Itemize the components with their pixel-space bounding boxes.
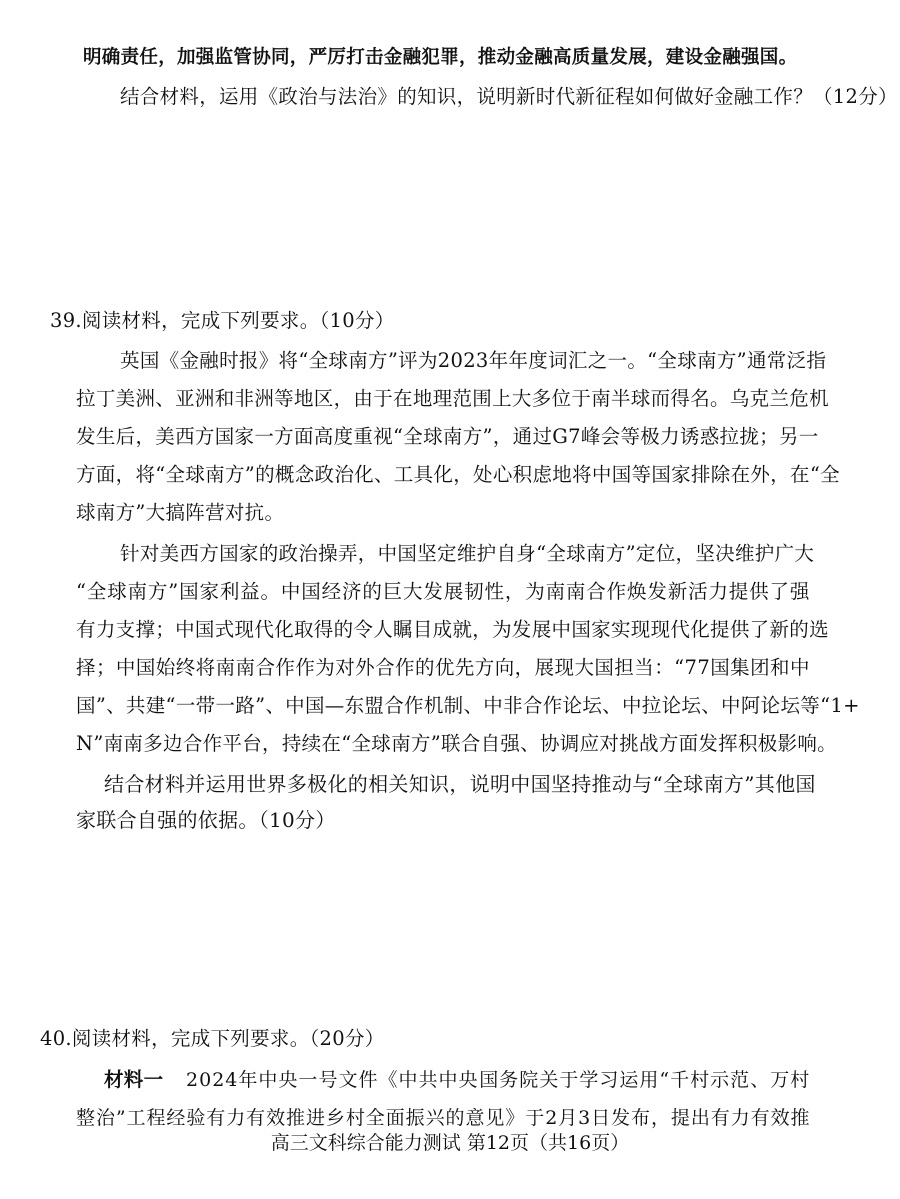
q39-p1-line: 方 面 ， 将 “ 全 球 南 方 ” 的 概 念 政 治 化 、 工 具 化 ， 处 心 积 虑 地 将 中 国 等 国 家 排 除 在 外 ， 在 “ 全 (76, 463, 840, 486)
q40-material-line-1: 2 0 2 4 年 中 央 一 号 文 件 《 中 共 中 央 国 务 院 关 于 学 习 运 用 “ 千 村 示 范 、 万 村 (186, 1069, 810, 1091)
q39-p1-line: 拉 丁 美 洲 、 亚 洲 和 非 洲 等 地 区 ， 由 于 在 地 理 范 围 上 大 多 位 于 南 半 球 而 得 名 。 乌 克 兰 危 机 (76, 387, 829, 410)
q39-p2-line: “ 全 球 南 方 ” 国 家 利 益 。 中 国 经 济 的 巨 大 发 展 韧 性 ， 为 南 南 合 作 焕 发 新 活 力 提 供 了 强 (76, 580, 810, 603)
q39-p2-line: 择 ； 中 国 始 终 将 南 南 合 作 作 为 对 外 合 作 的 优 先 方 向 ， 展 现 大 国 担 当 ： “ 7 7 国 集 团 和 中 (76, 656, 810, 679)
q40-material-label: 材料一 (104, 1068, 164, 1091)
q39-p2-line: 国 ” 、 共 建 “ 一 带 一 路 ” 、 中 国 — 东 盟 合 作 机 制 、 中 非 合 作 论 坛 、 中 拉 论 坛 、 中 阿 论 坛 等 “ 1 + (76, 694, 860, 717)
q39-prompt-line: 结 合 材 料 并 运 用 世 界 多 极 化 的 相 关 知 识 ， 说 明 中 国 坚 持 推 动 与 “ 全 球 南 方 ” 其 他 国 (104, 772, 816, 796)
q39-p2-line: 针 对 美 西 方 国 家 的 政 治 操 弄 ， 中 国 坚 定 维 护 自 身 “ 全 球 南 方 ” 定 位 ， 坚 决 维 护 广 大 (120, 542, 815, 565)
q39-heading: 39.阅读材料，完成下列要求。（10分） (50, 309, 395, 332)
q39-prompt-line: 家联合自强的依据。（10分） (76, 808, 336, 832)
q39-p2-line: N”南南多边合作平台，持续在“全球南方”联合自强、协调应对挑战方面发挥积极影响。 (76, 732, 837, 755)
q39-p1-line: 发 生 后 ， 美 西 方 国 家 一 方 面 高 度 重 视 “ 全 球 南 方 ” ， 通 过 G 7 峰 会 等 极 力 诱 惑 拉 拢 ； 另 一 (76, 425, 819, 448)
q39-p1-line: 英 国 《 金 融 时 报 》 将 “ 全 球 南 方 ” 评 为 2 0 2 3 年 年 度 词 汇 之 一 。 “ 全 球 南 方 ” 通 常 泛 指 (120, 349, 827, 372)
page-footer: 高三文科综合能力测试 第12页（共16页） (270, 1132, 630, 1154)
q38-prompt: 结合材料，运用《政治与法治》的知识，说明新时代新征程如何做好金融工作？（12分） (120, 85, 898, 108)
q40-heading: 40.阅读材料，完成下列要求。（20分） (40, 1027, 385, 1050)
q38-line-1: 明确责任，加强监管协同，严厉打击金融犯罪，推动金融高质量发展，建设金融强国。 (83, 47, 798, 68)
q39-p2-line: 有 力 支 撑 ； 中 国 式 现 代 化 取 得 的 令 人 瞩 目 成 就 ， 为 发 展 中 国 家 实 现 现 代 化 提 供 了 新 的 选 (76, 618, 829, 641)
q39-p1-line: 球南方”大搞阵营对抗。 (76, 501, 285, 524)
q40-material-line-2: 整 治 ” 工 程 经 验 有 力 有 效 推 进 乡 村 全 面 振 兴 的 意 见 》 于 2 月 3 日 发 布 ， 提 出 有 力 有 效 推 (76, 1107, 810, 1129)
